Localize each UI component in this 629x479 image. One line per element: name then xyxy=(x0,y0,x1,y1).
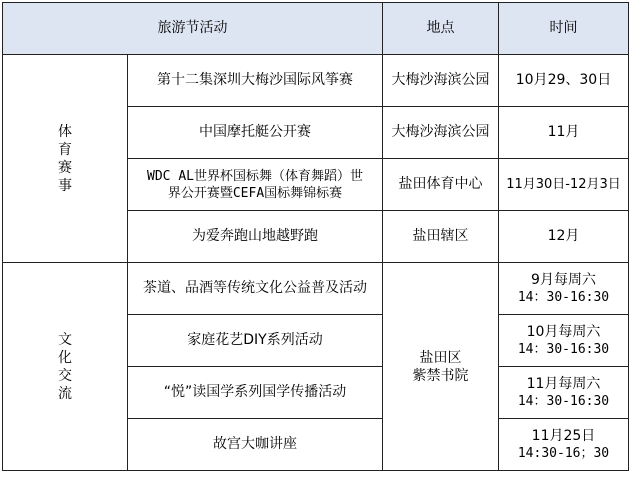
time-cell xyxy=(499,315,629,367)
time-cell: 12月 xyxy=(499,211,629,263)
time-cell xyxy=(499,263,629,315)
time-line: 14：30-16:30 xyxy=(517,289,610,305)
activity-line: 界公开赛暨CEFA国标舞锦标赛 xyxy=(167,185,343,201)
time-line: 9月每周六 xyxy=(531,271,596,288)
header-location: 地点 xyxy=(383,3,499,55)
location-cell: 盐田辖区 xyxy=(383,211,499,263)
activity-cell: 为爱奔跑山地越野跑 xyxy=(128,211,383,263)
time-cell xyxy=(499,367,629,419)
table-row xyxy=(3,263,629,315)
activity-line: WDC AL世界杯国标舞（体育舞蹈）世 xyxy=(147,168,363,184)
time-cell: 10月29、30日 xyxy=(499,55,629,107)
activity-cell: 家庭花艺DIY系列活动 xyxy=(128,315,383,367)
time-line: 11月25日 xyxy=(531,427,596,444)
activity-cell: 中国摩托艇公开赛 xyxy=(128,107,383,159)
header-time: 时间 xyxy=(499,3,629,55)
time-line: 10月每周六 xyxy=(526,323,601,340)
activity-cell: “悦”读国学系列国学传播活动 xyxy=(128,367,383,419)
time-line: 14：30-16:30 xyxy=(517,341,610,357)
activity-cell: 故宫大咖讲座 xyxy=(128,419,383,471)
location-cell-merged xyxy=(383,263,499,471)
time-cell: 11月 xyxy=(499,107,629,159)
time-cell: 11月30日-12月3日 xyxy=(499,159,629,211)
table-row xyxy=(3,55,629,107)
time-line: 14:30-16；30 xyxy=(517,445,610,461)
category-culture xyxy=(3,263,128,471)
time-cell xyxy=(499,419,629,471)
location-line: 紫禁书院 xyxy=(412,367,469,384)
time-line: 14：30-16:30 xyxy=(517,393,610,409)
time-line: 11月每周六 xyxy=(526,375,601,392)
activity-cell: 茶道、品酒等传统文化公益普及活动 xyxy=(128,263,383,315)
category-label: 文化交流 xyxy=(58,331,72,402)
location-line: 盐田区 xyxy=(419,349,462,366)
activity-cell: 第十二集深圳大梅沙国际风筝赛 xyxy=(128,55,383,107)
header-row xyxy=(3,3,629,55)
category-label: 体育赛事 xyxy=(58,123,72,194)
location-cell: 盐田体育中心 xyxy=(383,159,499,211)
location-cell: 大梅沙海滨公园 xyxy=(383,107,499,159)
header-activity: 旅游节活动 xyxy=(3,3,383,55)
schedule-table xyxy=(2,2,629,471)
category-sports xyxy=(3,55,128,263)
location-cell: 大梅沙海滨公园 xyxy=(383,55,499,107)
activity-cell xyxy=(128,159,383,211)
